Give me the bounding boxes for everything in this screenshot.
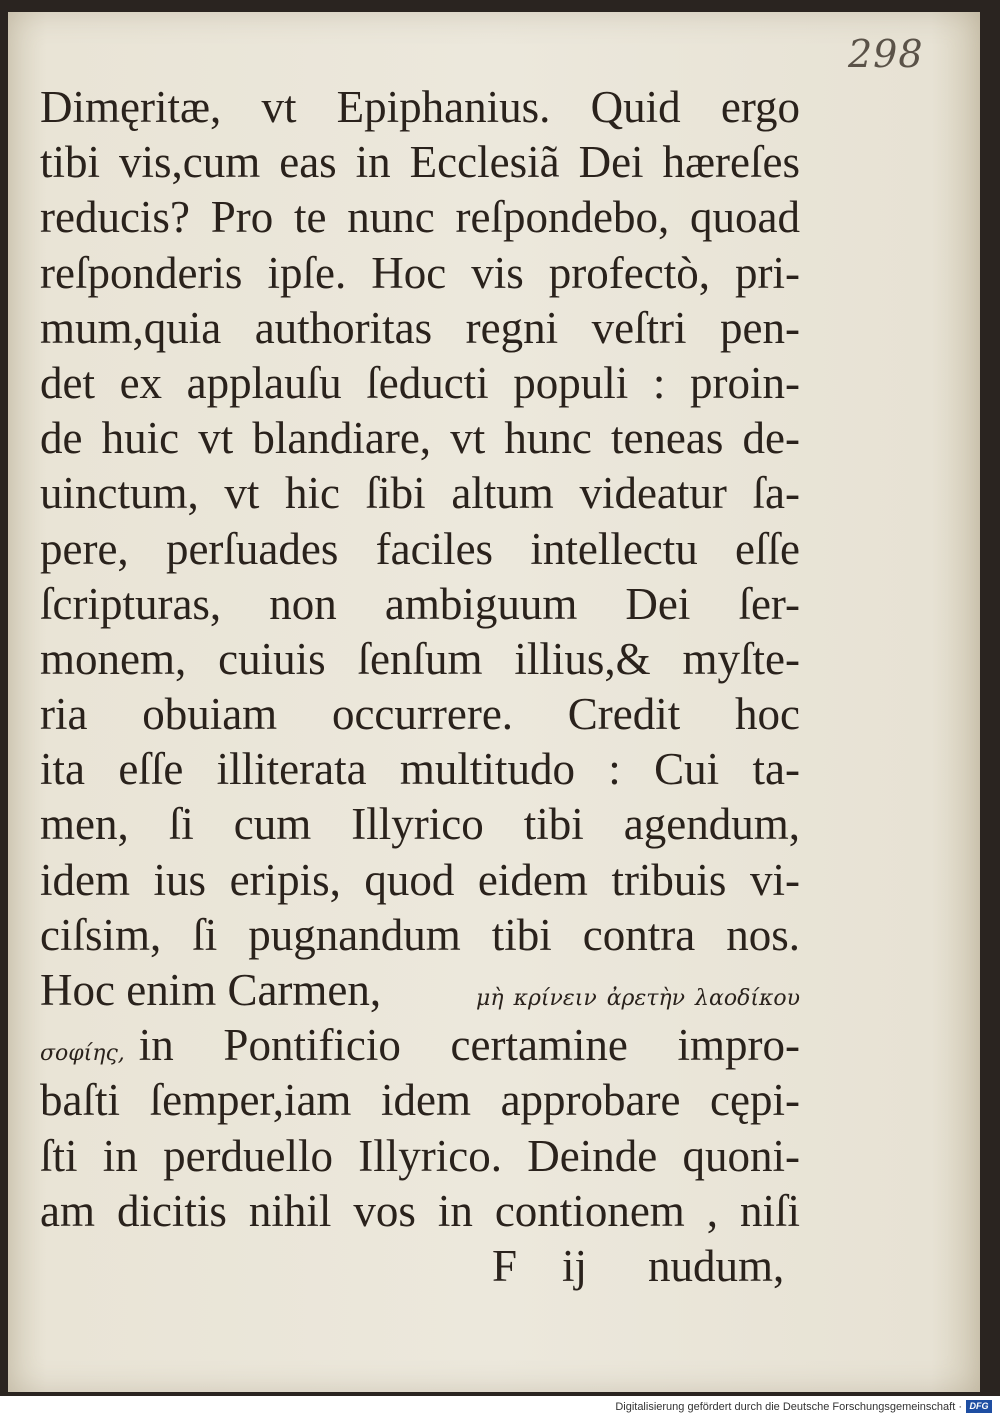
line-text: idem ius eripis, quod eidem tribuis vi- (40, 854, 800, 905)
text-line (40, 797, 800, 852)
greek-word: μὴ (476, 986, 504, 1011)
line-text: men, ſi cum Illyrico tibi agendum, (40, 799, 800, 850)
line-text: reducis? Pro te nunc reſpondebo, quoad (40, 192, 800, 243)
line-text: Dimęritæ, vt Epiphanius. Quid ergo (40, 82, 800, 132)
line-text: monem, cuiuis ſenſum illius,& myſte- (40, 633, 800, 684)
text-line (40, 135, 800, 190)
text-line (40, 411, 800, 466)
greek-word: λαοδίκου (695, 986, 800, 1011)
line-text: in Pontificio certamine impro- (138, 1020, 800, 1071)
greek-word: κρίνειν (513, 986, 597, 1011)
text-line (40, 687, 800, 742)
line-text: am dicitis nihil vos in contionem , niſi (40, 1185, 800, 1236)
text-line-greek (40, 963, 800, 1018)
text-line (40, 356, 800, 411)
text-line (40, 1129, 800, 1184)
dfg-logo: DFG (966, 1400, 992, 1413)
line-text: tibi vis,cum eas in Ecclesiã Dei hæreſes (40, 137, 800, 188)
signature-mark: F (492, 1241, 518, 1291)
signature-line (40, 1240, 800, 1295)
line-text: ciſsim, ſi pugnandum tibi contra nos. (40, 909, 800, 960)
catchword: nudum, (648, 1241, 785, 1291)
page-number: 298 (848, 32, 924, 76)
text-line (40, 742, 800, 797)
line-text: baſti ſemper,iam idem approbare cępi- (40, 1075, 800, 1126)
line-text: mum,quia authoritas regni veſtri pen- (40, 302, 800, 353)
line-text: det ex applauſu ſeducti populi : proin- (40, 357, 800, 408)
text-line (40, 577, 800, 632)
text-block (40, 80, 800, 1291)
text-line (40, 1184, 800, 1239)
text-line (40, 190, 800, 245)
line-text: ria obuiam occurrere. Credit hoc (40, 689, 800, 740)
text-line (40, 908, 800, 963)
line-text: ſcripturas, non ambiguum Dei ſer- (40, 578, 800, 629)
text-line (40, 853, 800, 908)
text-line (40, 522, 800, 577)
text-line (40, 466, 800, 521)
line-text: ſti in perduello Illyrico. Deinde quoni- (40, 1130, 800, 1181)
line-text: ita eſſe illiterata multitudo : Cui ta- (40, 744, 800, 795)
line-text: de huic vt blandiare, vt hunc teneas de- (40, 413, 800, 464)
line-text: uinctum, vt hic ſibi altum videatur ſa- (40, 468, 800, 519)
text-line (40, 1073, 800, 1128)
text-line (40, 80, 800, 135)
signature-number: ij (562, 1241, 588, 1291)
line-text: pere, perſuades faciles intellectu eſſe (40, 523, 800, 574)
greek-line-lead: Hoc enim Carmen, (40, 965, 382, 1015)
line-text: reſponderis ipſe. Hoc vis profectò, pri- (40, 247, 800, 298)
greek-word: σοφίης, (40, 1041, 125, 1067)
greek-word: ἀρετὴν (606, 986, 686, 1011)
text-line-greek-continuation (40, 1018, 800, 1073)
text-line (40, 301, 800, 356)
footer-credit: Digitalisierung gefördert durch die Deutsche Forschungsgemeinschaft · (615, 1401, 962, 1413)
text-line (40, 632, 800, 687)
book-page (8, 12, 980, 1392)
text-line (40, 246, 800, 301)
